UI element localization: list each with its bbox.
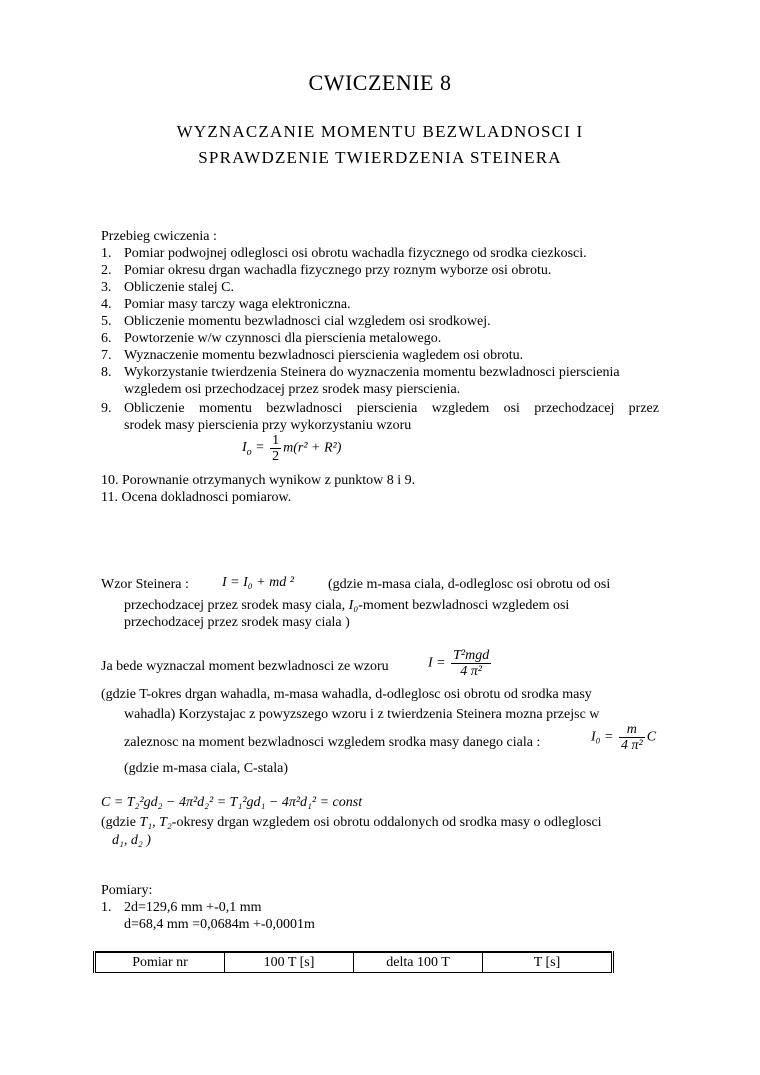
list-item — [101, 472, 415, 489]
item-text: Pomiar podwojnej odleglosci osi obrotu wachadla fizycznego od srodka ciezkosci. — [124, 246, 587, 261]
measurements-heading: Pomiary: — [101, 883, 153, 898]
list-item-continuation: srodek masy pierscienia przy wykorzystaniu wzoru — [124, 418, 412, 433]
constant-formula: C = T₂²gd₂ − 4π²d₂² = T₁²gd₁ − 4π²d₁² = const — [101, 795, 363, 810]
moment-desc: (gdzie T-okres drgan wahadla, m-masa wahadla, d-odleglosc osi obrotu od srodka masy — [101, 687, 592, 702]
table-header-cell: Pomiar nr — [95, 952, 225, 973]
item-text: Wyznaczenie momentu bezwladnosci pierscienia wagledem osi obrotu. — [124, 348, 524, 363]
item-number: 4. — [101, 297, 112, 312]
item-number: 5. — [101, 314, 112, 329]
moment-desc: (gdzie m-masa ciala, C-stala) — [124, 761, 289, 776]
item-text: Ocena dokladnosci pomiarow. — [121, 490, 292, 505]
constant-desc: (gdzie T₁, T₂-okresy drgan wzgledem osi obrotu oddalonych od srodka masy o odleglosci — [101, 815, 602, 830]
formula-ring-moment: $I_o$ = $\frac{1}{2}$ m(r² + R²) — [242, 433, 342, 464]
list-item-continuation: wzgledem osi przechodzacej przez srodek masy pierscienia. — [124, 382, 461, 397]
steiner-formula: I = I₀ + md ² — [222, 575, 294, 590]
moment-intro: Ja bede wyznaczal moment bezwladnosci ze wzoru — [101, 659, 389, 674]
moment-desc: wahadla) Korzystajac z powyzszego wzoru i z twierdzenia Steinera mozna przejsc w — [124, 707, 600, 722]
page-title: CWICZENIE 8 — [308, 70, 452, 95]
list-item — [101, 364, 620, 381]
list-item — [101, 262, 551, 279]
item-number: 1. — [101, 246, 112, 261]
page-subtitle-line1: WYZNACZANIE MOMENTU BEZWLADNOSCI I — [176, 122, 584, 141]
item-text: Pomiar masy tarczy waga elektroniczna. — [124, 297, 351, 312]
steiner-desc: (gdzie m-masa ciala, d-odleglosc osi obrotu od osi — [328, 577, 611, 592]
table-header-cell: delta 100 T — [354, 952, 483, 973]
steiner-label: Wzor Steinera : — [101, 577, 189, 592]
moment-formula: I = $\frac{\text{T²mgd}}{\text{4 π²}}$ — [428, 648, 490, 679]
item-text: Wykorzystanie twierdzenia Steinera do wyznaczenia momentu bezwladnosci pierscienia — [124, 365, 620, 380]
list-item — [101, 489, 291, 506]
constant-desc: d₁, d₂ ) — [112, 833, 151, 848]
moment-desc: zaleznosc na moment bezwladnosci wzgledem srodka masy danego ciala : — [124, 735, 541, 750]
steiner-desc: przechodzacej przez srodek masy ciala, I₀-moment bezwladnosci wzgledem osi — [124, 598, 570, 613]
list-item — [101, 279, 234, 296]
measurement-item-continuation: d=68,4 mm =0,0684m +-0,0001m — [124, 917, 315, 932]
item-text: Powtorzenie w/w czynnosci dla pierscienia metalowego. — [124, 331, 442, 346]
item-number: 2. — [101, 263, 112, 278]
list-item — [101, 313, 491, 330]
item-number: 7. — [101, 348, 112, 363]
steiner-desc: przechodzacej przez srodek masy ciala ) — [124, 615, 350, 630]
page-subtitle-line2: SPRAWDZENIE TWIERDZENIA STEINERA — [198, 148, 562, 167]
list-item — [101, 330, 441, 347]
center-moment-formula: I₀ = $\frac{m}{\text{4 π²}}$ C — [591, 722, 657, 753]
table-header-row — [95, 952, 613, 973]
measurements-table — [93, 951, 614, 973]
measurement-item: 1. 2d=129,6 mm +-0,1 mm — [101, 900, 262, 915]
list-item — [101, 296, 351, 313]
item-number: 10. — [101, 473, 119, 488]
item-text: Porownanie otrzymanych wynikow z punktow 8 i 9. — [122, 473, 416, 488]
item-number: 8. — [101, 365, 112, 380]
list-item — [101, 347, 523, 364]
item-text: Pomiar okresu drgan wachadla fizycznego przy roznym wyborze osi obrotu. — [124, 263, 552, 278]
item-text: Obliczenie momentu bezwladnosci pierscienia wzgledem osi przechodzacej przez — [124, 401, 659, 416]
item-text: Obliczenie stalej C. — [124, 280, 235, 295]
item-number: 3. — [101, 280, 112, 295]
list-item — [101, 245, 587, 262]
table-header-cell: T [s] — [483, 952, 613, 973]
list-item — [101, 400, 659, 417]
item-number: 6. — [101, 331, 112, 346]
table-header-cell: 100 T [s] — [225, 952, 354, 973]
item-number: 11. — [101, 490, 118, 505]
procedure-heading: Przebieg cwiczenia : — [101, 229, 217, 244]
item-text: Obliczenie momentu bezwladnosci cial wzgledem osi srodkowej. — [124, 314, 491, 329]
item-number: 9. — [101, 401, 112, 416]
